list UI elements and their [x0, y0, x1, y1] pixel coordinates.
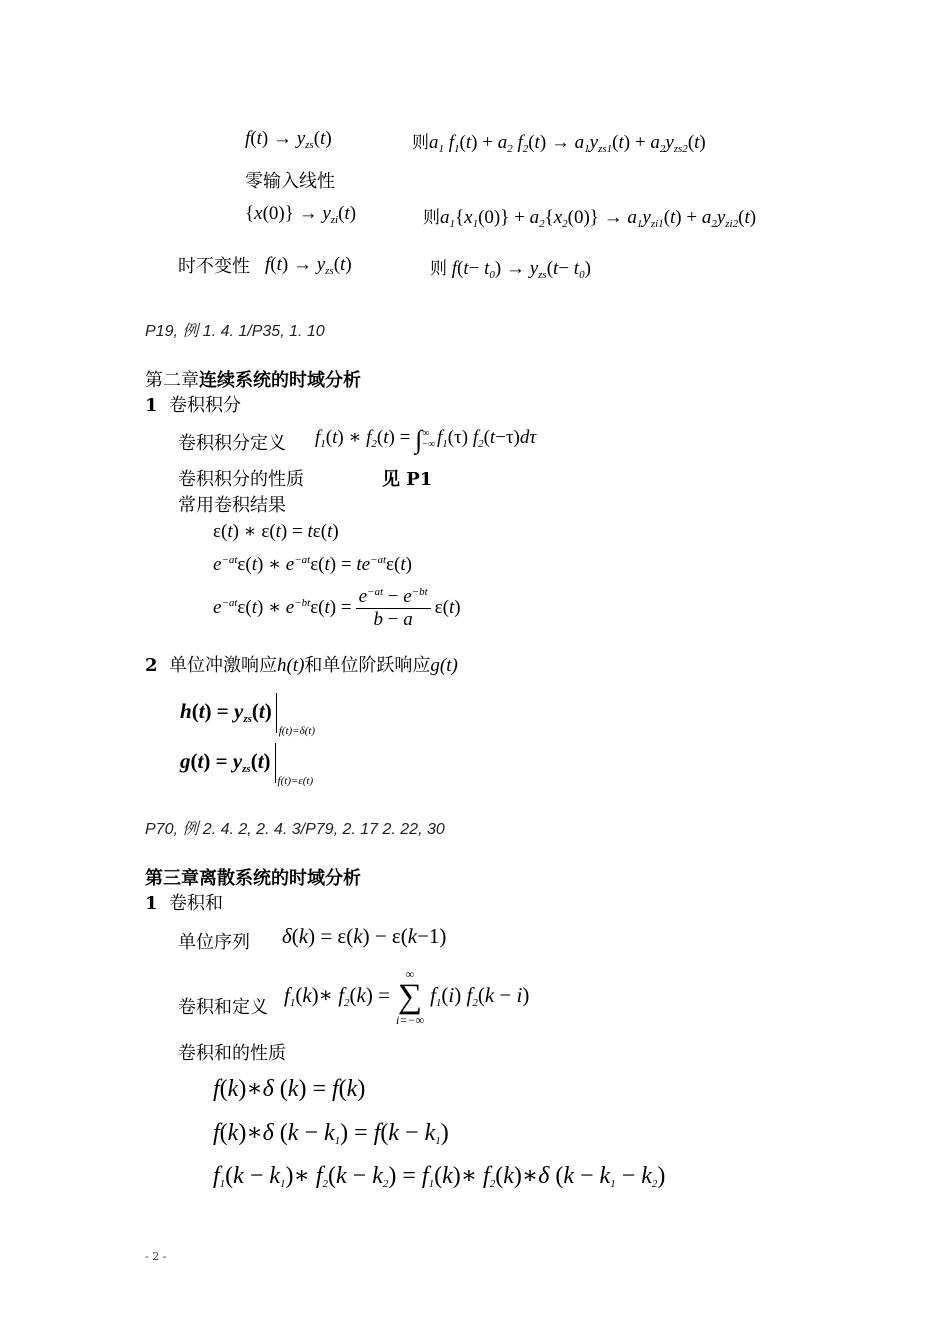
impulse-response-definition: $h(t) = y_{zs}(t)_{f(t)=\delta(t)}$ [180, 693, 315, 737]
zs-linearity-rhs: 则$a_1$ $f_1(t) + a_2$ $f_2(t) \to a_1y_{zs1}(t) + a_2y_{zs2}(t)$ [412, 132, 706, 155]
convolution-sum-formula: $f_1(k)∗$ $f_2(k)$ = ∞ ∑ i=−∞ $f_1(i) f_2(k - i)$ [284, 967, 530, 1027]
time-invariance-lhs: $f(t) \to y_{zs}(t)$ [265, 254, 352, 277]
convolution-integral-def-label: 卷积积分定义 [178, 433, 286, 454]
convolution-result-3: $e^{-at}\varepsilon(t)$ ∗ $e^{-bt}\varepsilon(t)$ = $\frac{e^{-at} - e^{-bt}}{b - a}$ ε(t) [213, 586, 461, 630]
exercise-reference-2: P70, 例 2. 4. 2, 2. 4. 3/P79, 2. 17 2. 22, 30 [145, 821, 445, 838]
zs-linearity-lhs: $f(t) \to y_{zs}(t)$ [245, 128, 332, 151]
chapter-2-section-2-heading: 2 单位冲激响应h(t)和单位阶跃响应g(t) [145, 655, 458, 676]
convolution-sum-property-3: $f_1(k$ − $k_1)∗$ $f_2(k - k_2)$ = $f_1(k)∗$ $f_2(k)∗\delta$ $(k - k_1 - k_2)$ [213, 1163, 666, 1190]
chapter-2-title: 第二章连续系统的时域分析 [145, 370, 361, 391]
convolution-sum-properties-label: 卷积和的性质 [178, 1043, 286, 1064]
common-convolution-results-label: 常用卷积结果 [178, 495, 286, 516]
convolution-result-2: $e^{-at}\varepsilon(t)$ ∗ $e^{-at}\varepsilon(t) = te^{-at}\varepsilon(t)$ [213, 554, 412, 575]
convolution-integral-formula: $f_1(t)$ ∗ $f_2(t)$ = ∫∞ −∞ $f_1(\tau)$ $f_2(t-\tau)d\tau$ [315, 425, 537, 454]
chapter-3-section-1-heading: 1 卷积和 [145, 893, 223, 914]
convolution-sum-property-2: f(k)∗δ $(k - k_1) = f(k - k_1)$ [213, 1120, 449, 1147]
time-invariance-rhs: 则 $f(t- t_0) \to y_{zs}(t- t_0)$ [430, 258, 591, 281]
convolution-result-1: ε(t) ∗ ε(t) = tε(t) [213, 521, 339, 542]
properties-page-ref: 见 P1 [382, 469, 433, 490]
zero-input-linearity-heading: 零输入线性 [245, 171, 335, 192]
convolution-integral-properties-label: 卷积积分的性质 [178, 469, 304, 490]
convolution-sum-property-1: f(k)∗δ (k) = f(k) [213, 1076, 366, 1102]
unit-sequence-label: 单位序列 [178, 932, 250, 953]
page-number: - 2 - [145, 1250, 167, 1263]
zi-linearity-lhs: $\{x(0)\} \to y_{zi}(t)$ [245, 203, 357, 226]
unit-sequence-formula: δ(k) = ε(k) − ε(k−1) [282, 924, 447, 948]
chapter-2-section-1-heading: 1 卷积积分 [145, 395, 241, 416]
time-invariance-label: 时不变性 [178, 256, 250, 277]
chapter-3-title: 第三章离散系统的时域分析 [145, 868, 361, 889]
exercise-reference-1: P19, 例 1. 4. 1/P35, 1. 10 [145, 323, 325, 340]
step-response-definition: $g(t) = y_{zs}(t)_{f(t)=\varepsilon(t)}$ [180, 743, 313, 787]
convolution-sum-def-label: 卷积和定义 [178, 997, 268, 1018]
zi-linearity-rhs: 则$a_1\{x_1(0)\} + a_2\{x_2(0)\} \to a_1y_{zi1}(t) + a_2y_{zi2}(t)$ [423, 207, 757, 230]
